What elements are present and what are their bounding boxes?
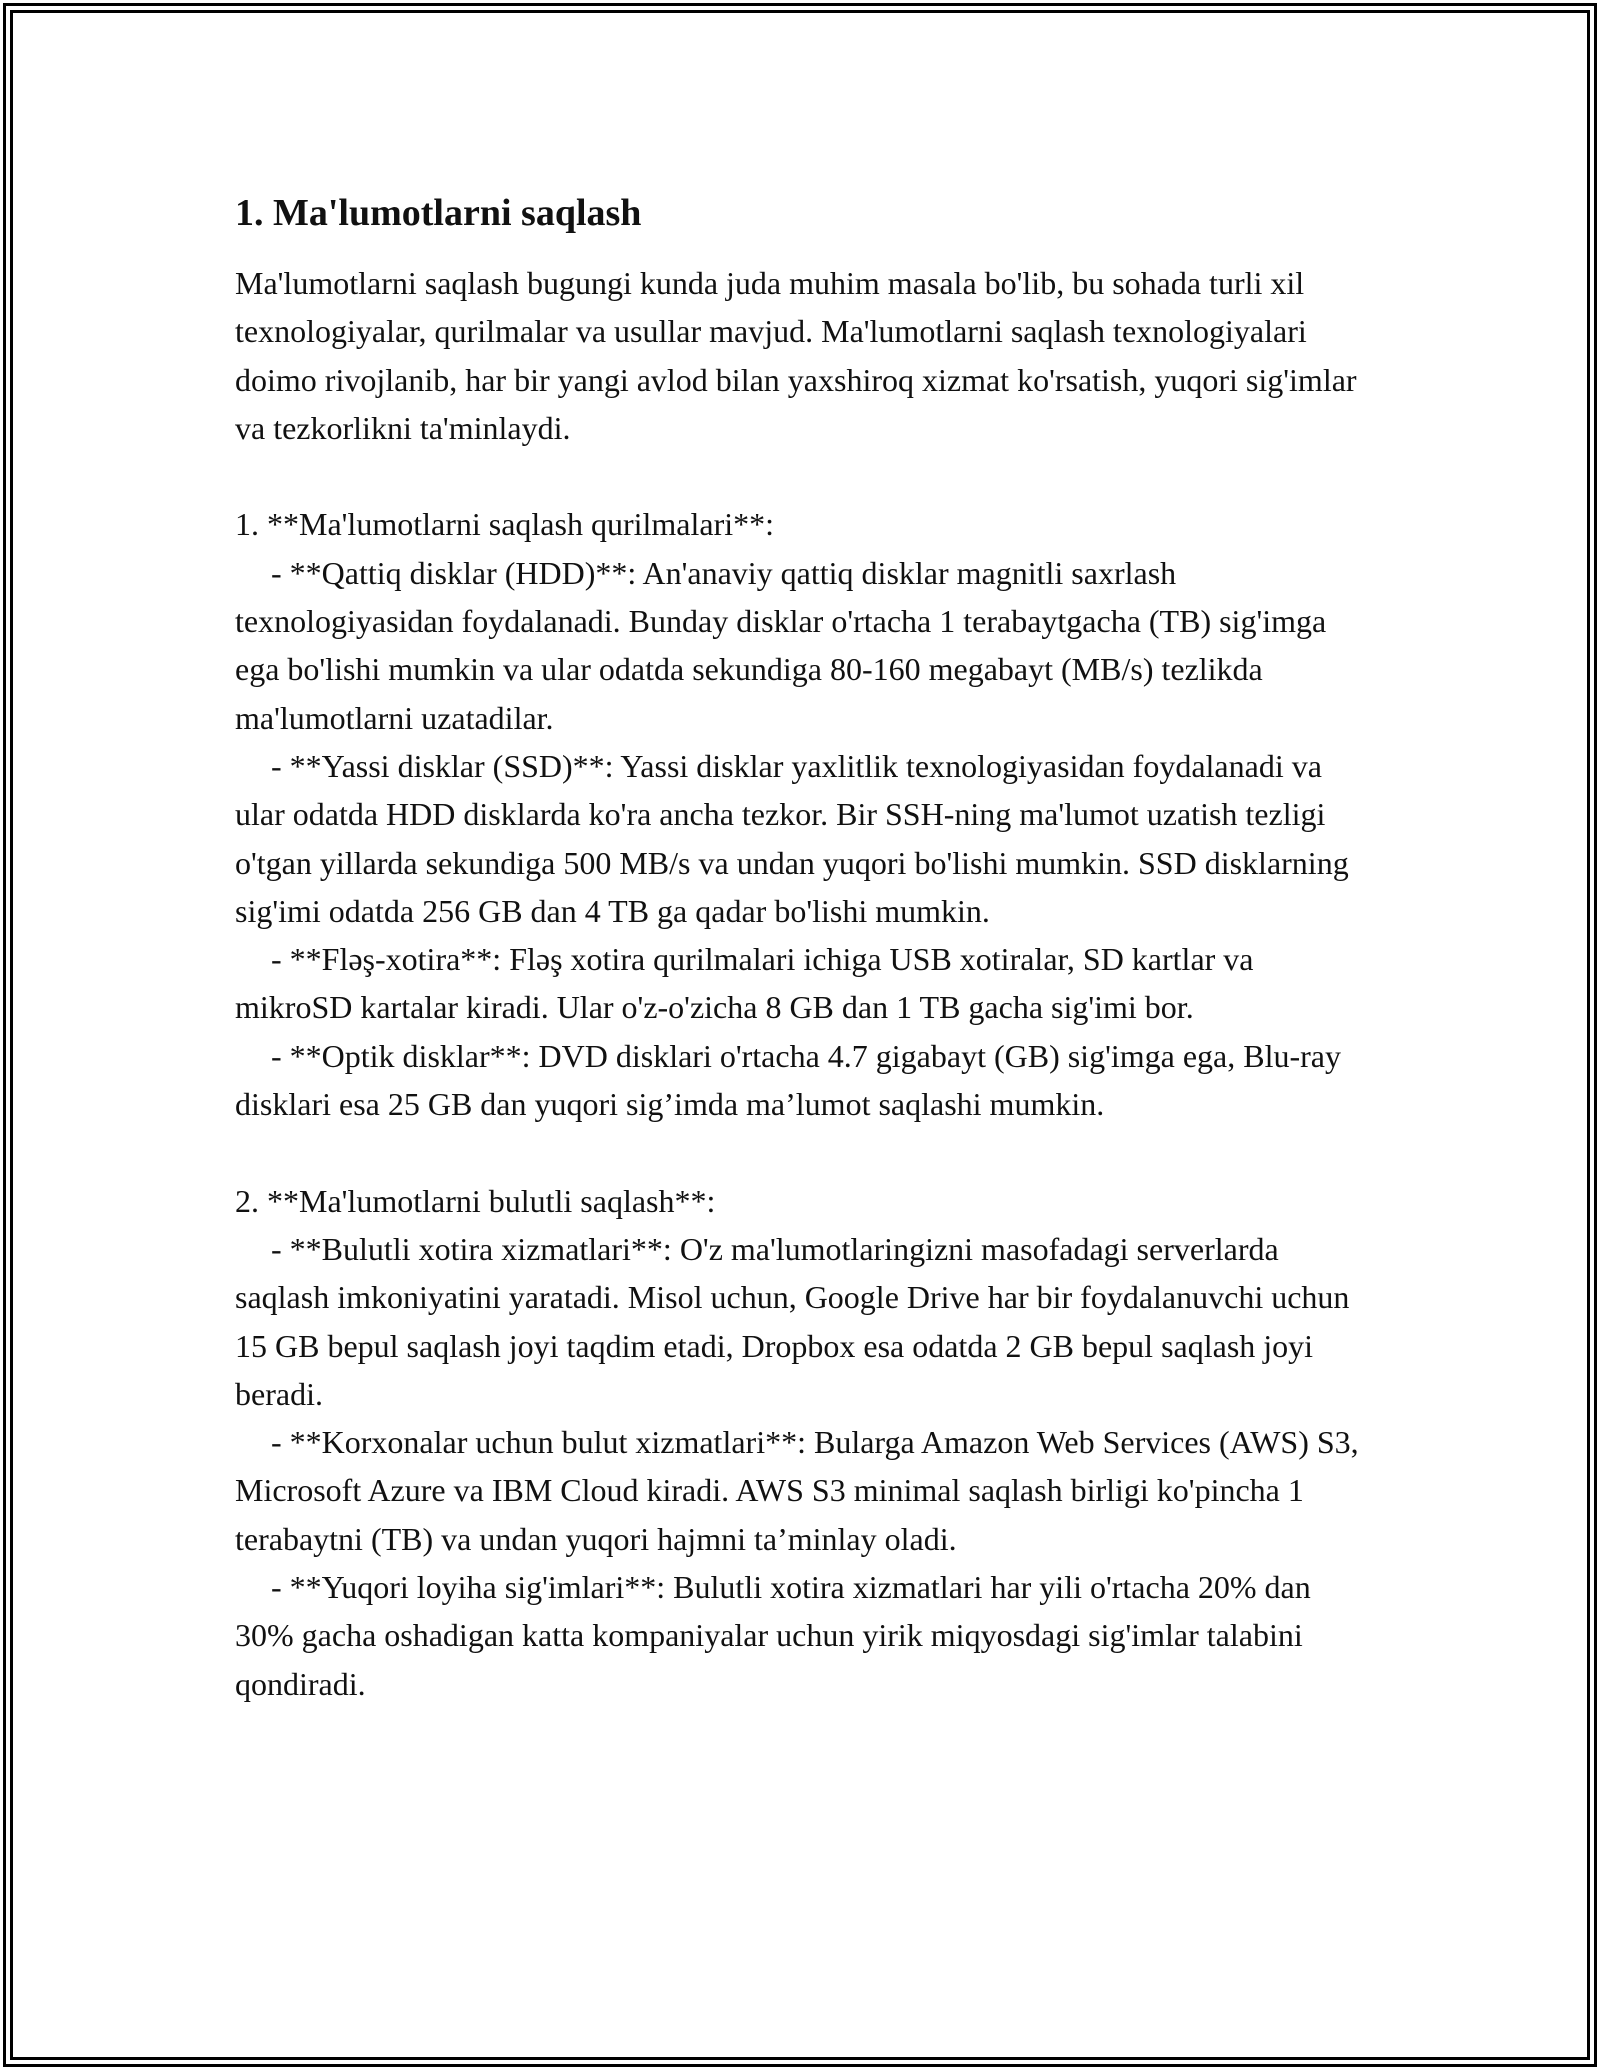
intro-paragraph: Ma'lumotlarni saqlash bugungi kunda juda muhim masala bo'lib, bu sohada turli xil texnologiyalar, qurilmalar va usullar mavjud. Ma'lumotlarni saqlash texnologiyalari doimo rivojlanib, har bir yangi avlod bilan yaxshiroq xizmat ko'rsatish, yuqori sig'imlar va tezkorlikni ta'minlaydi. — [235, 265, 1365, 446]
list-item: - **Qattiq disklar (HDD)**: An'anaviy qattiq disklar magnitli saxrlash texnologiyasidan foydalanadi. Bunday disklar o'rtacha 1 terabaytgacha (TB) sig'imga ega bo'lishi mumkin va ular odatda sekundiga 80-160 megabayt (MB/s) tezlikda ma'lumotlarni uzatadilar. — [235, 554, 1335, 736]
list-item: - **Yassi disklar (SSD)**: Yassi disklar yaxlitlik texnologiyasidan foydalanadi va ular odatda HDD disklarda ko'ra ancha tezkor. Bir SSH-ning ma'lumot uzatish tezligi o'tgan yillarda sekundiga 500 MB/s va undan yuqori bo'lishi mumkin. SSD disklarning sig'imi odatda 256 GB dan 4 TB ga qadar bo'lishi mumkin. — [235, 747, 1357, 929]
list-item: - **Korxonalar uchun bulut xizmatlari**: Bularga Amazon Web Services (AWS) S3, Microsoft Azure va IBM Cloud kiradi. AWS S3 minimal saqlash birligi ko'pincha 1 terabaytni (TB) va undan yuqori hajmni ta’minlay oladi. — [235, 1424, 1367, 1557]
paragraph-gap — [235, 1128, 1375, 1176]
section-cloud-storage — [235, 1177, 1375, 1708]
list-item: - **Optik disklar**: DVD disklari o'rtacha 4.7 gigabayt (GB) sig'imga ega, Blu-ray disklari esa 25 GB dan yuqori sig’imda ma’lumot saqlashi mumkin. — [235, 1037, 1349, 1123]
list-item: - **Fləş-xotira**: Fləş xotira qurilmalari ichiga USB xotiralar, SD kartlar va mikroSD kartalar kiradi. Ular o'z-o'zicha 8 GB dan 1 TB gacha sig'imi bor. — [235, 941, 1262, 1026]
list-item: - **Bulutli xotira xizmatlari**: O'z ma'lumotlaringizni masofadagi serverlarda saqlash imkoniyatini yaratadi. Misol uchun, Google Drive har bir foydalanuvchi uchun 15 GB bepul saqlash joyi taqdim etadi, Dropbox esa odatda 2 GB bepul saqlash joyi beradi. — [235, 1230, 1358, 1412]
section-heading: 1. **Ma'lumotlarni saqlash qurilmalari**: — [235, 506, 774, 543]
section-heading: 2. **Ma'lumotlarni bulutli saqlash**: — [235, 1182, 716, 1219]
document-title: 1. Ma'lumotlarni saqlash — [235, 192, 642, 234]
paragraph-gap — [235, 452, 1375, 500]
document-body — [235, 185, 1375, 1708]
section-storage-devices — [235, 500, 1375, 1128]
list-item: - **Yuqori loyiha sig'imlari**: Bulutli xotira xizmatlari har yili o'rtacha 20% dan 30% gacha oshadigan katta kompaniyalar uchun yirik miqyosdagi sig'imlar talabini qondiradi. — [235, 1569, 1319, 1702]
